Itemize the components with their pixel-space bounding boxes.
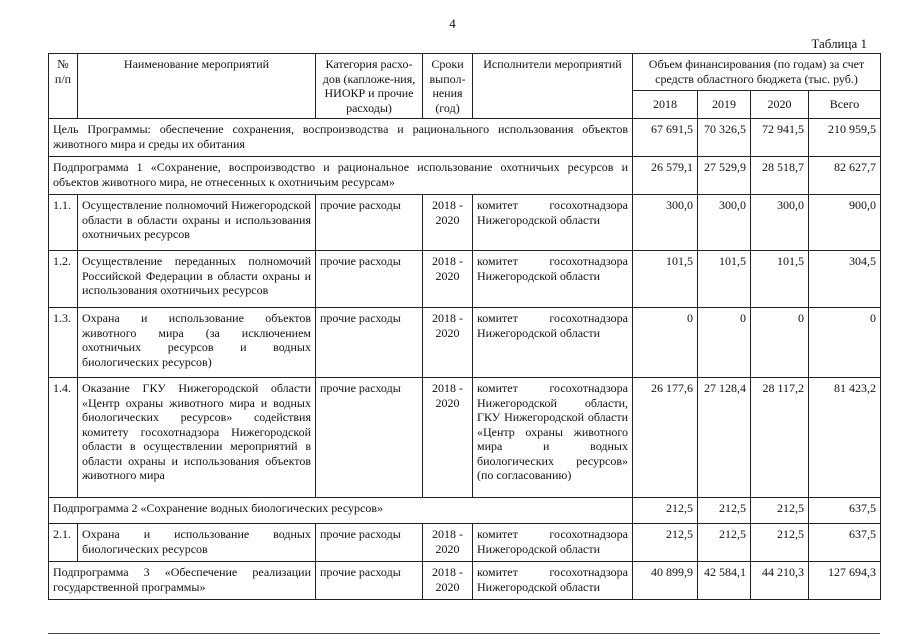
cell-name: Охрана и использование водных биологических ресурсов (78, 524, 316, 562)
header-executors: Исполнители мероприятий (473, 54, 633, 119)
cell-2019: 101,5 (698, 251, 751, 308)
header-terms: Сроки выпол-нения (год) (423, 54, 473, 119)
cell-executors: комитет госохотнадзора Нижегородской области (473, 562, 633, 600)
cell-2019: 0 (698, 308, 751, 378)
table-row-subprogram-2 (49, 498, 881, 524)
cell-category: прочие расходы (316, 195, 423, 251)
cell-2018: 101,5 (633, 251, 698, 308)
table-row (49, 195, 881, 251)
page-number: 4 (449, 16, 456, 31)
cell-2019: 70 326,5 (698, 119, 751, 157)
cell-2018: 212,5 (633, 498, 698, 524)
table-row (49, 524, 881, 562)
cell-num: 1.1. (49, 195, 78, 251)
cell-executors: комитет госохотнадзора Нижегородской области (473, 524, 633, 562)
cell-category: прочие расходы (316, 251, 423, 308)
cell-2020: 212,5 (751, 498, 809, 524)
cell-2020: 101,5 (751, 251, 809, 308)
header-year-2018: 2018 (633, 90, 698, 118)
cell-2020: 28 117,2 (751, 378, 809, 498)
cell-2018: 67 691,5 (633, 119, 698, 157)
header-num: № п/п (49, 54, 78, 119)
funding-table (48, 53, 881, 600)
cell-terms: 2018 - 2020 (423, 562, 473, 600)
cell-num: 1.2. (49, 251, 78, 308)
cell-category: прочие расходы (316, 562, 423, 600)
cell-terms: 2018 - 2020 (423, 524, 473, 562)
page-bottom-divider (48, 633, 880, 634)
cell-total: 81 423,2 (809, 378, 881, 498)
cell-2019: 212,5 (698, 524, 751, 562)
cell-2020: 212,5 (751, 524, 809, 562)
cell-2019: 300,0 (698, 195, 751, 251)
table-row (49, 251, 881, 308)
subprogram-text: Подпрограмма 1 «Сохранение, воспроизводство и рациональное использование охотничьих ресурсов и объектов животного мира, не отнесенных к охотничьим ресурсам» (49, 157, 633, 195)
cell-total: 210 959,5 (809, 119, 881, 157)
header-year-2020: 2020 (751, 90, 809, 118)
cell-2020: 0 (751, 308, 809, 378)
cell-num: 2.1. (49, 524, 78, 562)
cell-2018: 26 579,1 (633, 157, 698, 195)
cell-name: Осуществление полномочий Нижегородской области в области охраны и использования охотничьих ресурсов (78, 195, 316, 251)
cell-name: Осуществление переданных полномочий Российской Федерации в области охраны и использования охотничьих ресурсов (78, 251, 316, 308)
table-header (49, 54, 881, 119)
cell-2019: 212,5 (698, 498, 751, 524)
cell-total: 127 694,3 (809, 562, 881, 600)
header-year-2019: 2019 (698, 90, 751, 118)
cell-category: прочие расходы (316, 524, 423, 562)
header-total: Всего (809, 90, 881, 118)
cell-name: Оказание ГКУ Нижегородской области «Центр охраны животного мира и водных биологических ресурсов» содействия комитету госохотнадзора Нижегородской области в осуществлении мероприятий в области охраны и использования объектов животного мира (78, 378, 316, 498)
cell-2018: 26 177,6 (633, 378, 698, 498)
cell-num: 1.4. (49, 378, 78, 498)
cell-2019: 42 584,1 (698, 562, 751, 600)
cell-terms: 2018 - 2020 (423, 195, 473, 251)
cell-2018: 300,0 (633, 195, 698, 251)
cell-2020: 44 210,3 (751, 562, 809, 600)
cell-total: 82 627,7 (809, 157, 881, 195)
header-category: Категория расхо-дов (капложе-ния, НИОКР и прочие расходы) (316, 54, 423, 119)
cell-category: прочие расходы (316, 308, 423, 378)
cell-2019: 27 128,4 (698, 378, 751, 498)
cell-total: 900,0 (809, 195, 881, 251)
cell-2018: 212,5 (633, 524, 698, 562)
subprogram-text: Подпрограмма 2 «Сохранение водных биологических ресурсов» (49, 498, 633, 524)
cell-2018: 40 899,9 (633, 562, 698, 600)
cell-2020: 28 518,7 (751, 157, 809, 195)
cell-executors: комитет госохотнадзора Нижегородской области, ГКУ Нижегородской области «Центр охраны животного мира и водных биологических ресурсов» (по согласованию) (473, 378, 633, 498)
cell-total: 637,5 (809, 524, 881, 562)
cell-total: 637,5 (809, 498, 881, 524)
cell-executors: комитет госохотнадзора Нижегородской области (473, 308, 633, 378)
table-caption: Таблица 1 (811, 36, 867, 51)
table-row (49, 378, 881, 498)
cell-2018: 0 (633, 308, 698, 378)
cell-terms: 2018 - 2020 (423, 378, 473, 498)
cell-executors: комитет госохотнадзора Нижегородской области (473, 195, 633, 251)
table-row (49, 308, 881, 378)
cell-terms: 2018 - 2020 (423, 251, 473, 308)
subprogram-text: Подпрограмма 3 «Обеспечение реализации государственной программы» (49, 562, 316, 600)
cell-2020: 72 941,5 (751, 119, 809, 157)
cell-executors: комитет госохотнадзора Нижегородской области (473, 251, 633, 308)
table-body (49, 119, 881, 600)
cell-2020: 300,0 (751, 195, 809, 251)
cell-category: прочие расходы (316, 378, 423, 498)
goal-text: Цель Программы: обеспечение сохранения, воспроизводства и рационального использования объектов животного мира и среды их обитания (49, 119, 633, 157)
header-name: Наименование мероприятий (78, 54, 316, 119)
cell-total: 0 (809, 308, 881, 378)
cell-terms: 2018 - 2020 (423, 308, 473, 378)
table-row-subprogram-1 (49, 157, 881, 195)
table-row-subprogram-3 (49, 562, 881, 600)
cell-num: 1.3. (49, 308, 78, 378)
cell-2019: 27 529,9 (698, 157, 751, 195)
table-row-goal (49, 119, 881, 157)
cell-total: 304,5 (809, 251, 881, 308)
header-funding: Объем финансирования (по годам) за счет средств областного бюджета (тыс. руб.) (633, 54, 881, 91)
cell-name: Охрана и использование объектов животного мира (за исключением охотничьих ресурсов и водных биологических ресурсов) (78, 308, 316, 378)
